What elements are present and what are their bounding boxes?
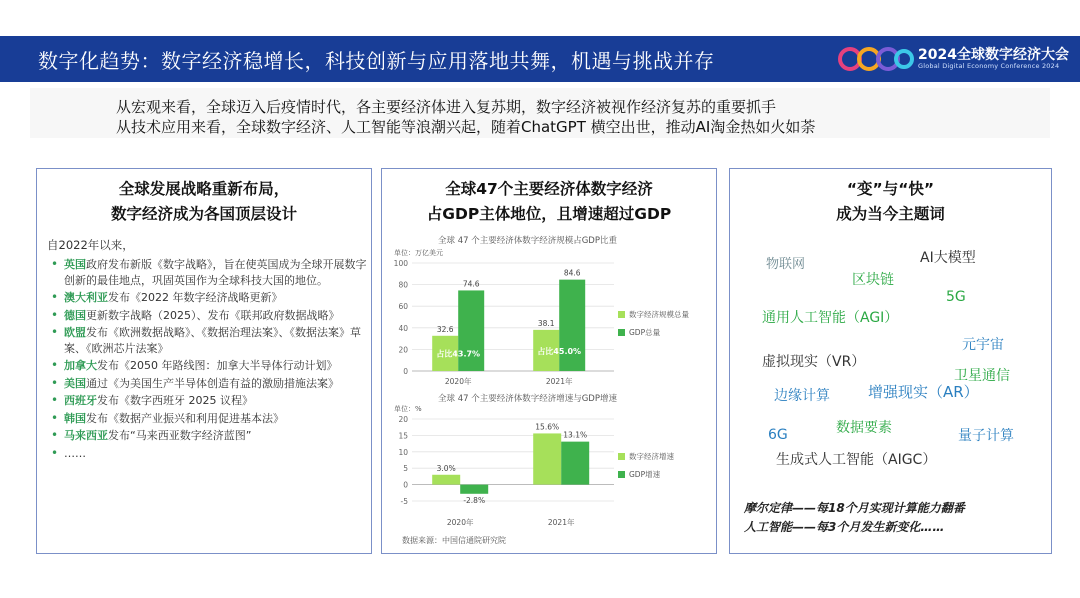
legend-swatch [618,453,625,460]
gdec-logo-icon [838,45,914,73]
bullet-icon: • [51,358,59,372]
slide-title: 数字化趋势：数字经济稳增长，科技创新与应用落地共舞，机遇与挑战并存 [38,49,715,73]
x-tick-label: 2020年 [446,518,474,527]
data-label: 3.0% [436,463,456,473]
keyword: 物联网 [766,257,806,272]
y-tick-label: 10 [398,447,408,457]
strategy-text: …… [64,446,86,460]
y-tick-label: 5 [403,464,408,474]
country-name: 美国 [64,376,86,390]
country-name: 加拿大 [64,359,97,372]
panel-strategy-title-1: 全球发展战略重新布局， [118,180,290,198]
keyword: 数据要素 [836,420,892,436]
legend-swatch [618,471,625,478]
strategy-text: 发布“马来西亚数字经济蓝图” [108,429,252,442]
bar-gdp [460,485,488,494]
intro-line-tech: 从技术应用来看，全球数字经济、人工智能等浪潮兴起，随着ChatGPT 横空出世，推动AI淘金热如火如荼 [116,118,816,136]
country-name: 德国 [64,308,86,322]
ai-change-text: 人工智能——每3个月发生新变化…… [744,520,945,534]
data-label: 84.6 [563,268,581,278]
keyword: 区块链 [852,272,894,288]
bar-gdp [561,442,589,485]
y-tick-label: 15 [398,431,408,441]
country-name: 韩国 [64,411,86,425]
legend-label: 数字经济增速 [629,452,674,461]
moore-law-text: 摩尔定律——每18个月实现计算能力翻番 [744,501,965,515]
intro-line-macro: 从宏观来看，全球迈入后疫情时代，各主要经济体进入复苏期，数字经济被视作经济复苏的重要抓手 [116,98,777,116]
bar-digital [432,475,460,485]
strategy-text: 通过《为美国生产半导体创造有益的激励措施法案》 [86,376,339,390]
panel-charts-title-1: 全球47个主要经济体数字经济 [445,180,653,198]
strategy-item [49,393,367,409]
panel-strategy [36,168,372,554]
keyword: 通用人工智能（AGI） [762,310,899,326]
keyword: 生成式人工智能（AIGC） [776,452,937,468]
strategy-text: 发布《2022 年数字经济战略更新》 [108,291,283,304]
panel-keywords-title-2: 成为当今主题词 [836,205,945,223]
y-tick-label: 100 [393,259,408,268]
keyword: 5G [946,289,966,305]
keyword: 卫星通信 [954,368,1010,384]
keyword: 元宇宙 [962,337,1004,353]
keyword: 增强现实（AR） [868,383,979,401]
bullet-icon: • [51,445,59,460]
legend-swatch [618,329,625,336]
keyword: 边缘计算 [774,388,830,404]
data-label: 13.1% [563,430,588,440]
y-tick-label: 0 [403,480,408,490]
panel-strategy-title-2: 数字经济成为各国顶层设计 [110,205,297,223]
bullet-icon: • [51,325,59,339]
data-label: 38.1 [537,318,555,328]
legend-label: GDP增速 [629,470,661,479]
header-bar [0,36,1080,82]
share-label: 占比45.0% [537,346,582,356]
strategy-item [49,446,367,462]
strategy-text: 发布《数据产业振兴和利用促进基本法》 [86,411,284,425]
y-tick-label: 80 [398,280,408,290]
bullet-icon: • [51,393,59,407]
country-name: 西班牙 [64,394,97,407]
bar-gdp [559,280,585,371]
strategy-text: 政府发布新版《数字战略》，旨在使英国成为全球开展数字创新的最佳地点，巩固英国作为全球科技大国的地位。 [64,258,367,287]
keyword: AI大模型 [920,250,976,266]
logo-text: 2024全球数字经济大会 [918,47,1069,63]
intro-box [30,88,1050,138]
bullet-icon: • [51,375,59,390]
bar-gdp [458,290,484,371]
data-label: 74.6 [462,279,480,289]
x-tick-label: 2020年 [444,377,472,386]
strategy-item [49,290,367,306]
keyword: 量子计算 [958,428,1014,444]
legend-label: GDP总量 [629,328,661,337]
strategy-item [49,308,367,324]
data-label: 15.6% [535,422,560,432]
legend-label: 数字经济规模总量 [629,310,689,319]
data-label: 32.6 [436,324,454,334]
y-tick-label: -5 [400,497,408,506]
y-axis-unit: 单位：% [394,405,422,413]
share-label: 占比43.7% [436,349,481,359]
panel-charts-title-2: 占GDP主体地位，且增速超过GDP [426,205,672,223]
country-name: 澳大利亚 [64,291,108,304]
x-tick-label: 2021年 [545,377,573,386]
strategy-item [49,257,367,288]
y-tick-label: 60 [398,302,408,312]
strategy-item [49,376,367,392]
bar-digital [533,433,561,484]
panel-charts [381,168,717,554]
strategy-text: 更新数字战略（2025）、发布《联邦政府数据战略》 [86,308,340,322]
chart-title: 全球 47 个主要经济体数字经济增速与GDP增速 [438,394,617,404]
keyword: 虚拟现实（VR） [762,354,866,370]
country-name: 欧盟 [64,326,86,339]
logo-subtext: Global Digital Economy Conference 2024 [918,62,1060,70]
bullet-icon: • [51,428,59,442]
since-2022-label: 自2022年以来， [47,238,134,252]
chart-scale-share [386,231,712,391]
data-label: -2.8% [463,495,486,505]
bullet-icon: • [51,290,59,304]
bullet-icon: • [51,257,59,271]
chart-growth-rate [386,391,712,531]
country-name: 英国 [64,258,86,271]
strategy-text: 发布《2050 年路线图：加拿大半导体行动计划》 [97,359,338,372]
strategy-text: 发布《欧洲数据战略》、《数据治理法案》、《数据法案》草案、《欧洲芯片法案》 [64,326,361,355]
strategy-item [49,411,367,427]
data-source: 数据来源：中国信通院研究院 [402,536,506,545]
keyword: 6G [768,427,788,443]
y-tick-label: 40 [398,323,408,333]
country-name: 马来西亚 [64,429,108,442]
conference-logo [838,43,1070,75]
country-strategy-list [49,257,367,463]
chart-title: 全球 47 个主要经济体数字经济规模占GDP比重 [438,236,617,246]
strategy-text: 发布《数字西班牙 2025 议程》 [97,394,253,407]
strategy-item [49,358,367,374]
y-tick-label: 20 [398,415,408,424]
strategy-item [49,325,367,356]
bullet-icon: • [51,307,59,322]
bullet-icon: • [51,410,59,425]
strategy-item [49,428,367,444]
y-tick-label: 20 [398,345,408,355]
panel-keywords-title-1: “变”与“快” [846,180,935,198]
y-tick-label: 0 [403,367,408,376]
panel-keywords [729,168,1052,554]
legend-swatch [618,311,625,318]
x-tick-label: 2021年 [547,518,575,527]
y-axis-unit: 单位：万亿美元 [394,249,443,257]
